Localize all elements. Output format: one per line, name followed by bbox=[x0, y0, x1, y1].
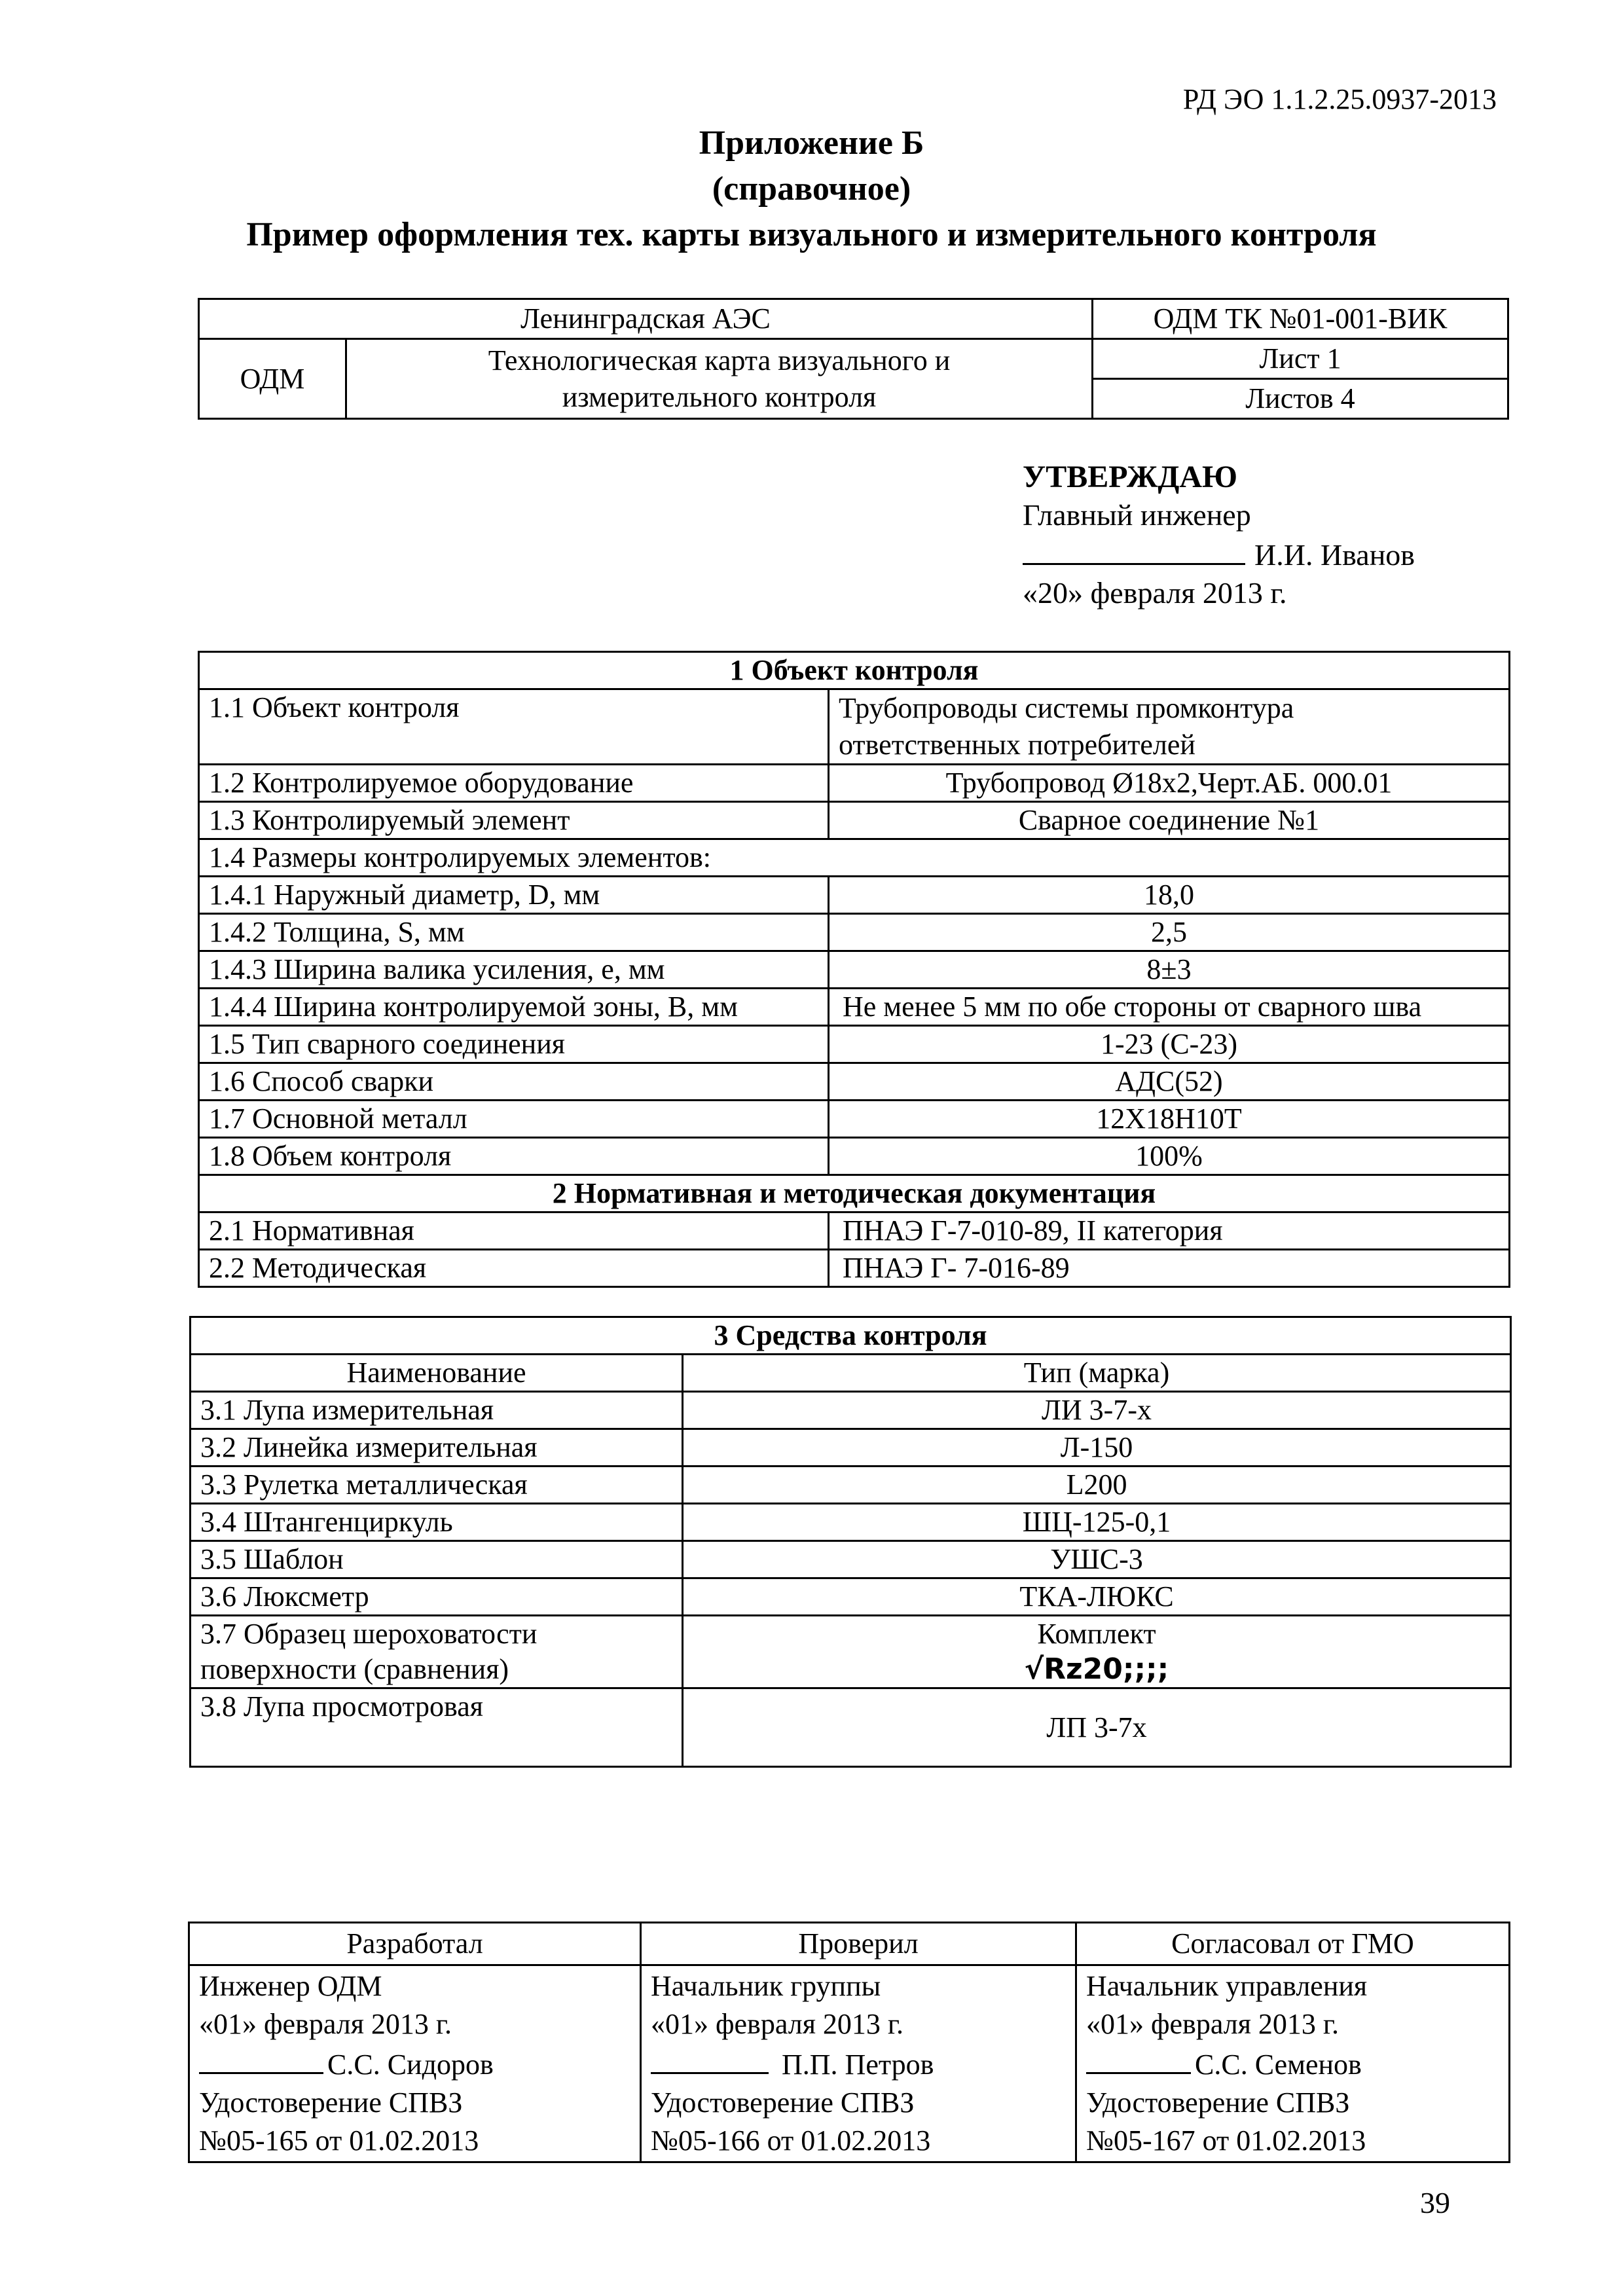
row-label: 3.3 Рулетка металлическая bbox=[191, 1467, 683, 1504]
row-value bbox=[829, 689, 1510, 765]
signature-header: Разработал bbox=[189, 1923, 641, 1965]
signer-cert-number: №05-166 от 01.02.2013 bbox=[651, 2124, 931, 2157]
row-label: 2.1 Нормативная bbox=[199, 1212, 829, 1250]
row-value bbox=[683, 1616, 1511, 1688]
row-label: 1.4.4 Ширина контролируемой зоны, В, мм bbox=[199, 989, 829, 1026]
row-label: 1.2 Контролируемое оборудование bbox=[199, 765, 829, 802]
object-table bbox=[198, 651, 1510, 1288]
signer-cert: Удостоверение СПВЗ bbox=[199, 2086, 463, 2119]
signer-signature bbox=[1086, 2043, 1499, 2084]
row-label: 1.8 Объем контроля bbox=[199, 1138, 829, 1175]
signer-cert-number: №05-165 от 01.02.2013 bbox=[199, 2124, 479, 2157]
signer-date: «01» февраля 2013 г. bbox=[1086, 2008, 1340, 2040]
doc-type-line2: измерительного контроля bbox=[562, 380, 877, 413]
signer-date: «01» февраля 2013 г. bbox=[199, 2008, 452, 2040]
header-table bbox=[198, 298, 1509, 420]
row-label: 3.2 Линейка измерительная bbox=[191, 1429, 683, 1467]
row-label: 1.7 Основной металл bbox=[199, 1101, 829, 1138]
row-label bbox=[191, 1616, 683, 1688]
approval-name: И.И. Иванов bbox=[1254, 538, 1415, 572]
section-title: 3 Средства контроля bbox=[191, 1317, 1511, 1355]
signature-cell bbox=[189, 1965, 641, 2162]
approval-date: «20» февраля 2013 г. bbox=[1023, 576, 1287, 610]
approval-block bbox=[1023, 458, 1415, 612]
row-value: 12Х18Н10Т bbox=[829, 1101, 1510, 1138]
row-label: 3.4 Штангенциркуль bbox=[191, 1504, 683, 1541]
signature-line bbox=[1023, 534, 1245, 565]
roughness-symbol: √Rz20;;;; bbox=[1024, 1652, 1169, 1686]
row-value: L200 bbox=[683, 1467, 1511, 1504]
row-value: Не менее 5 мм по обе стороны от сварного шва bbox=[829, 989, 1510, 1026]
signature-line bbox=[651, 2043, 769, 2074]
row-value: Трубопровод Ø18x2,Черт.АБ. 000.01 bbox=[829, 765, 1510, 802]
signer-date: «01» февраля 2013 г. bbox=[651, 2008, 904, 2040]
row-label-line1: 3.7 Образец шероховатости bbox=[200, 1618, 538, 1650]
section-title: 1 Объект контроля bbox=[199, 652, 1510, 689]
signature-cell bbox=[1076, 1965, 1510, 2162]
row-value: 1-23 (С-23) bbox=[829, 1026, 1510, 1063]
row-value: 2,5 bbox=[829, 914, 1510, 951]
row-label: 1.4.1 Наружный диаметр, D, мм bbox=[199, 877, 829, 914]
page-title: Пример оформления тех. карты визуального и измерительного контроля bbox=[246, 216, 1377, 253]
signer-cert-number: №05-167 от 01.02.2013 bbox=[1086, 2124, 1366, 2157]
org-name: Ленинградская АЭС bbox=[199, 299, 1093, 339]
row-value: ШЦ-125-0,1 bbox=[683, 1504, 1511, 1541]
row-label: 3.6 Люксметр bbox=[191, 1578, 683, 1616]
row-value: ПНАЭ Г- 7-016-89 bbox=[829, 1250, 1510, 1287]
signer-position: Начальник управления bbox=[1086, 1970, 1368, 2002]
doc-type-line1: Технологическая карта визуального и bbox=[488, 344, 951, 376]
signer-name: П.П. Петров bbox=[782, 2049, 934, 2081]
signer-cert: Удостоверение СПВЗ bbox=[651, 2086, 915, 2119]
row-label-line2: поверхности (сравнения) bbox=[200, 1653, 509, 1685]
appendix-title: Приложение Б bbox=[699, 124, 924, 162]
row-value: Л-150 bbox=[683, 1429, 1511, 1467]
column-header-name: Наименование bbox=[191, 1355, 683, 1392]
sheet-number: Лист 1 bbox=[1093, 339, 1508, 379]
row-value: Сварное соединение №1 bbox=[829, 802, 1510, 839]
row-label: 1.5 Тип сварного соединения bbox=[199, 1026, 829, 1063]
signature-cell bbox=[641, 1965, 1076, 2162]
row-label: 1.1 Объект контроля bbox=[199, 689, 829, 765]
row-value: 18,0 bbox=[829, 877, 1510, 914]
card-code: ОДМ ТК №01-001-ВИК bbox=[1093, 299, 1508, 339]
signer-position: Инженер ОДМ bbox=[199, 1970, 382, 2002]
approval-position: Главный инженер bbox=[1023, 498, 1251, 532]
signer-name: С.С. Сидоров bbox=[327, 2049, 494, 2081]
signer-cert: Удостоверение СПВЗ bbox=[1086, 2086, 1350, 2119]
row-value: УШС-3 bbox=[683, 1541, 1511, 1578]
signer-signature bbox=[651, 2043, 1066, 2084]
row-label: 2.2 Методическая bbox=[199, 1250, 829, 1287]
row-value-line1: Комплект bbox=[1037, 1618, 1156, 1650]
signature-header: Проверил bbox=[641, 1923, 1076, 1965]
signer-signature bbox=[199, 2043, 630, 2084]
page-number: 39 bbox=[1420, 2186, 1450, 2219]
row-label: 1.6 Способ сварки bbox=[199, 1063, 829, 1101]
signer-name: С.С. Семенов bbox=[1195, 2049, 1362, 2081]
approval-word: УТВЕРЖДАЮ bbox=[1023, 460, 1238, 494]
row-label: 3.1 Лупа измерительная bbox=[191, 1392, 683, 1429]
doc-type bbox=[346, 339, 1093, 419]
section-title: 2 Нормативная и методическая документация bbox=[199, 1175, 1510, 1212]
row-value: ЛИ 3-7-х bbox=[683, 1392, 1511, 1429]
row-value: ПНАЭ Г-7-010-89, II категория bbox=[829, 1212, 1510, 1250]
row-value: 8±3 bbox=[829, 951, 1510, 989]
column-header-type: Тип (марка) bbox=[683, 1355, 1511, 1392]
document-code: РД ЭО 1.1.2.25.0937-2013 bbox=[1182, 83, 1497, 115]
signature-table bbox=[188, 1922, 1510, 2163]
signer-position: Начальник группы bbox=[651, 1970, 881, 2002]
row-label: 3.5 Шаблон bbox=[191, 1541, 683, 1578]
row-label: 1.4.3 Ширина валика усиления, е, мм bbox=[199, 951, 829, 989]
signature-header: Согласовал от ГМО bbox=[1076, 1923, 1510, 1965]
row-value: 100% bbox=[829, 1138, 1510, 1175]
row-value-line1: Трубопроводы системы промконтура bbox=[839, 692, 1294, 724]
means-table bbox=[189, 1316, 1512, 1768]
row-value: ТКА-ЛЮКС bbox=[683, 1578, 1511, 1616]
dept-name: ОДМ bbox=[199, 339, 346, 419]
row-label: 1.3 Контролируемый элемент bbox=[199, 802, 829, 839]
appendix-subtitle: (справочное) bbox=[712, 170, 911, 208]
approval-signature bbox=[1023, 534, 1415, 574]
row-label: 1.4.2 Толщина, S, мм bbox=[199, 914, 829, 951]
row-value: АДС(52) bbox=[829, 1063, 1510, 1101]
sheet-count: Листов 4 bbox=[1093, 379, 1508, 419]
row-label: 1.4 Размеры контролируемых элементов: bbox=[199, 839, 1510, 877]
signature-line bbox=[199, 2043, 323, 2074]
signature-line bbox=[1086, 2043, 1191, 2074]
row-value-line2: ответственных потребителей bbox=[839, 729, 1195, 761]
row-label: 3.8 Лупа просмотровая bbox=[191, 1688, 683, 1767]
row-value: ЛП 3-7х bbox=[683, 1688, 1511, 1767]
